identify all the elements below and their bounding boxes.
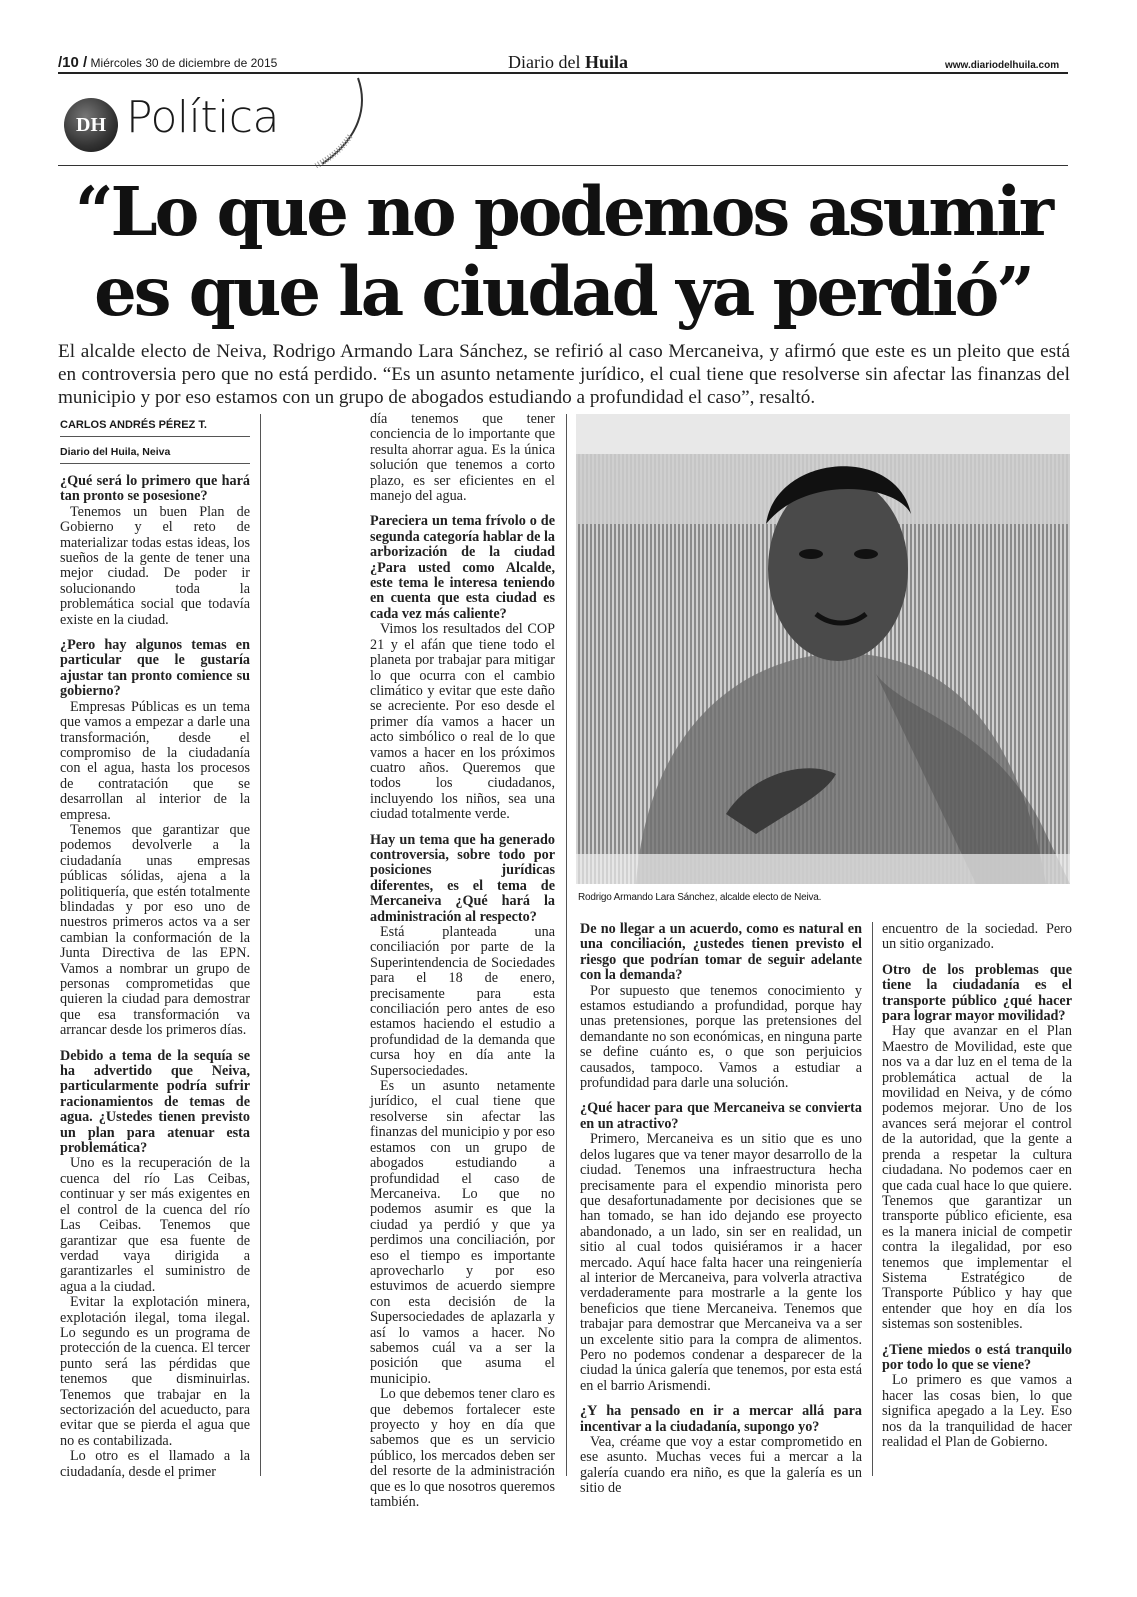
- interview-answer: Lo que debemos tener claro es que debemos fortalecer este proyecto y hoy en día que sabemos que es un servicio público, los mercados deben ser del resorte de la administración que es lo que nosotros queremos también.: [370, 1386, 555, 1511]
- interview-answer: Por supuesto que tenemos conocimiento y estamos estudiando a profundidad, porque hay unas pretensiones, porque las pretensiones del demandante no son económicas, en ninguna parte se define cuánto es, o que son perjuicios causados, tampoco. Vamos a estudiar a profundidad para darle una solución.: [580, 982, 862, 1092]
- issue-date: Miércoles 30 de diciembre de 2015: [90, 56, 278, 70]
- interview-answer: Primero, Mercaneiva es un sitio que es uno delos lugares que va tener mayor desarrollo de la ciudad. Tenemos una infraestructura hecha precisamente para el expendio minorista pero que desafortunadamente por decisiones que se han tomado, se han ido dejando ese proyecto abandonado, a un lado, sin ser en realidad, un sitio al cual todos quisiéramos ir a hacer mercado. Aquí hace falta hacer una reingeniería al interior de Mercaneiva, para volverla atractiva verdaderamente para mostrarle a la gente los beneficios que tiene Mercaneiva. Tenemos que trabajar para demostrar que Mercaneiva va a ser un excelente sitio para la compra de alimentos. Pero no podemos condenar a desparecer de la ciudad la única galería que tenemos, por esta está en el barrio Arismendi.: [580, 1131, 862, 1394]
- outlet-credit: Diario del Huila, Neiva: [60, 446, 171, 458]
- interview-answer: Evitar la explotación minera, explotación ilegal, toma ilegal. Lo segundo es un programa de protección de la cuenca. El tercer punto será las pérdidas que tenemos que disminuirlas. Tenemos que trabajar en la sectorización del acueducto, para evitar que se pierda el agua que no es contabilizada.: [60, 1294, 250, 1449]
- interview-question: ¿Qué hacer para que Mercaneiva se convierta en un atractivo?: [580, 1100, 862, 1132]
- interview-answer: Lo primero es que vamos a hacer las cosas bien, lo que significa apegado a la Ley. Eso nos da la tranquilidad de hacer realidad el Plan de Gobierno.: [882, 1372, 1072, 1450]
- photo-caption: Rodrigo Armando Lara Sánchez, alcalde electo de Neiva.: [578, 892, 822, 903]
- headline-line-1: “Lo que no podemos asumir: [74, 172, 1052, 251]
- interview-question: ¿Pero hay algunos temas en particular que le gustaría ajustar tan pronto comience su gobierno?: [60, 637, 250, 700]
- interview-question: Hay un tema que ha generado controversia, sobre todo por posiciones jurídicas diferentes, es el tema de Mercaneiva ¿Qué hará la administración al respecto?: [370, 831, 555, 925]
- page-folio: [58, 54, 277, 71]
- interview-answer: Empresas Públicas es un tema que vamos a empezar a darle una transformación, desde el compromiso de la ciudadanía con el agua, hasta los procesos de contratación que se desarrollan al interior de la empresa.: [60, 698, 250, 823]
- lead-paragraph: El alcalde electo de Neiva, Rodrigo Armando Lara Sánchez, se refirió al caso Mercaneiva, y afirmó que este es un pleito que está en controversia pero que no está perdido. “Es un asunto netamente jurídico, el cual tiene que resolverse sin afectar las finanzas del municipio y por eso estamos con un grupo de abogados estudiando a profundidad el caso”, resaltó.: [58, 341, 1070, 408]
- portrait-illustration: [576, 414, 1070, 884]
- interview-question: Otro de los problemas que tiene la ciudadanía es el transporte público ¿qué hacer para lograr mayor movilidad?: [882, 961, 1072, 1025]
- column-divider: [260, 414, 261, 1476]
- interview-question: Debido a tema de la sequía se ha advertido que Neiva, particularmente podría sufrir racionamientos de temas de agua. ¿Ustedes tienen previsto un plan para atenuar esta problemática?: [60, 1047, 250, 1157]
- article-column-4: [882, 922, 1072, 1450]
- interview-question: ¿Y ha pensado en ir a mercar allá para incentivar a la ciudadanía, supongo yo?: [580, 1403, 862, 1435]
- interview-answer: Tenemos un buen Plan de Gobierno y el reto de materializar todas estas ideas, los sueños de la gente de tener una mejor ciudad. De poder ir solucionando toda la problemática social que todavía existe en la ciudad.: [60, 503, 250, 628]
- masthead-prefix: Diario del: [508, 52, 585, 72]
- byline-rule: [60, 436, 250, 437]
- column-divider: [872, 922, 873, 1476]
- interview-question: ¿Tiene miedos o está tranquilo por todo lo que se viene?: [882, 1341, 1072, 1373]
- masthead: [508, 52, 628, 73]
- interview-question: De no llegar a un acuerdo, como es natural en una conciliación, ¿ustedes tienen previsto el riesgo que podrían tomar de seguir adelante con la demanda?: [580, 921, 862, 984]
- interview-question: Pareciera un tema frívolo o de segunda categoría hablar de la arborización de la ciudad ¿Para usted como Alcalde, este tema le interesa teniendo en cuenta que esta ciudad es cada vez más caliente?: [370, 513, 555, 622]
- portrait-photo: [576, 414, 1070, 884]
- interview-answer: Uno es la recuperación de la cuenca del río Las Ceibas, continuar y ser más exigentes en el control de la cuenca del río Las Ceibas. Tenemos que garantizar que esa fuente de verdad vaya dirigida a garantizarles el suministro de agua a la ciudad.: [60, 1155, 250, 1295]
- decorative-swoosh: [310, 76, 370, 168]
- website: www.diariodelhuila.com: [945, 60, 1060, 71]
- article-column-1: [60, 474, 250, 1480]
- interview-answer: Tenemos que garantizar que podemos devolverle a la ciudadanía unas empresas públicas sólidas, ajena a la politiquería, que estén totalmente blindadas y por eso uno de nuestros primeros actos va a ser cambian la conformación de la Junta Directiva de las EPN. Vamos a nombrar un grupo de personas comprometidas que quieren la ciudad para demostrar que esa transformación va arrancar desde los primeros días.: [60, 821, 250, 1039]
- outlet-rule: [60, 463, 250, 464]
- interview-answer: día tenemos que tener conciencia de lo importante que resulta ahorrar agua. Es la única solución que tenemos a corto plazo, es ser eficientes en el manejo del agua.: [370, 411, 555, 505]
- section-rule: [58, 165, 1068, 166]
- masthead-bold: Huila: [584, 52, 628, 72]
- interview-answer: Es un asunto netamente jurídico, el cual tiene que resolverse sin afectar las finanzas del municipio y por eso estamos con un grupo de abogados estudiando a profundidad el caso de Mercaneiva. Lo que no podemos asumir es que la ciudad ya perdió y que ya perdimos una conciliación, por eso el tiempo es importante aprovecharlo y por eso estuvimos de acuerdo siempre con esta decisión de la Supersociedades de aplazarla y así lo vamos a hacer. No sabemos cuál va a ser la posición que asuma el municipio.: [370, 1078, 555, 1387]
- header-rule: [58, 72, 1068, 74]
- interview-answer: Vea, créame que voy a estar comprometido en ese asunto. Muchas veces fui a mercar a la galería cuando era niño, es que la galería es un sitio de: [580, 1434, 862, 1497]
- article-column-3: [580, 922, 862, 1497]
- column-divider: [566, 414, 567, 1476]
- interview-answer: encuentro de la sociedad. Pero un sitio organizado.: [882, 921, 1072, 953]
- section-title: Política: [126, 92, 279, 143]
- section-logo: DH: [64, 98, 118, 152]
- interview-answer: Hay que avanzar en el Plan Maestro de Movilidad, este que nos va a dar luz en el tema de la problemática actual de la movilidad en Neiva, y de cómo podemos mejorar. Uno de los avances será mejorar el control de la autoridad, que la gente a prenda a respetar la cultura ciudadana. No podemos caer en que cada cual hace lo que quiere. Tenemos que garantizar un transporte público eficiente, esa es la manera inicial de competir contra la ilegalidad, por eso tenemos que implementar el Sistema Estratégico de Transporte Público y hay que entender que hoy en día los sistemas son sostenibles.: [882, 1023, 1072, 1333]
- interview-answer: Vimos los resultados del COP 21 y el afán que tiene todo el planeta por trabajar para mitigar lo que ocurra con el cambio climático y evitar que este daño se acreciente. Por eso desde el primer día vamos a hacer un acto simbólico o real de lo que vamos a hacer en los próximos cuatro años. Queremos que todos los ciudadanos, incluyendo los niños, sea una ciudad totalmente verde.: [370, 621, 555, 823]
- headline: [58, 172, 1068, 332]
- byline: CARLOS ANDRÉS PÉREZ T.: [60, 419, 207, 431]
- interview-answer: Lo otro es el llamado a la ciudadanía, desde el primer: [60, 1448, 250, 1480]
- interview-question: ¿Qué será lo primero que hará tan pronto se posesione?: [60, 473, 250, 505]
- page-number: /10 /: [58, 54, 88, 71]
- interview-answer: Está planteada una conciliación por parte de la Superintendencia de Sociedades para el 18 de enero, precisamente para esta conciliación pero antes de eso estamos haciendo el estudio a profundidad de la demanda que cursa hoy en día ante la Supersociedades.: [370, 924, 555, 1079]
- headline-line-2: es que la ciudad ya perdió”: [94, 252, 1032, 331]
- article-column-2: [370, 412, 555, 1510]
